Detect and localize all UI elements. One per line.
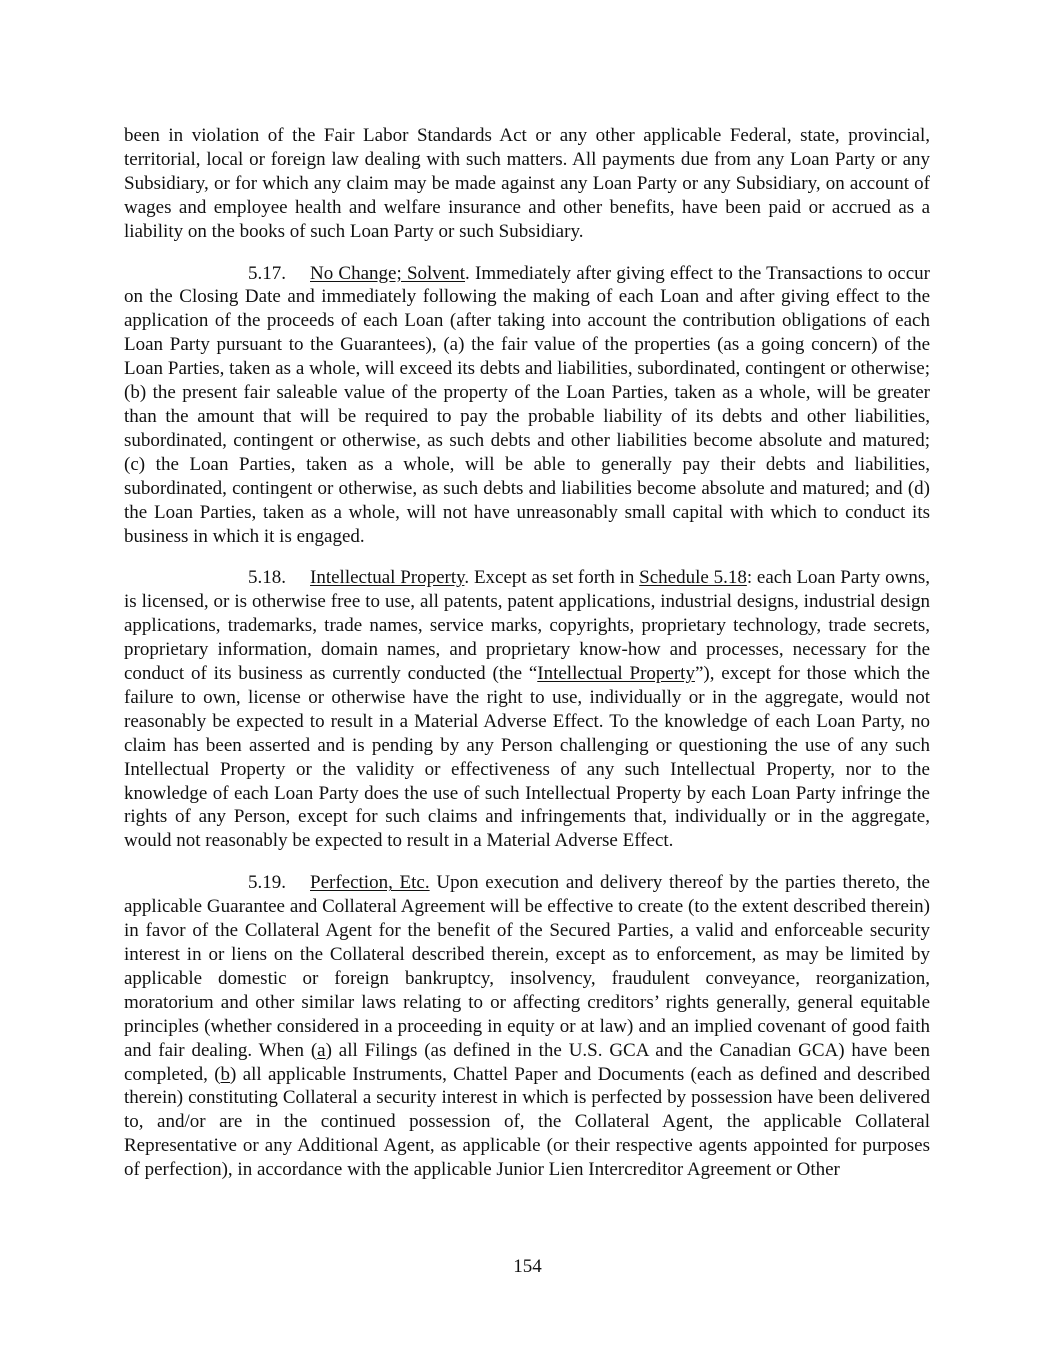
section-number: 5.17. [248, 262, 286, 284]
section-body: ”), except for those which the failure to own, license or otherwise have the right to use, individually or in the aggregate, would not reasonably be expected to result in a Material Adverse Effect. To the knowledge of each Loan Party, no claim has been asserted and is pending by any Person challenging or questioning the use of any such Intellectual Property or the validity or effectiveness of any such Intellectual Property, nor to the knowledge of each Loan Party does the use of such Intellectual Property by each Loan Party infringe the rights of any Person, except for such claims and infringements that, individually or in the aggregate, would not reasonably be expected to result in a Material Adverse Effect. [124, 663, 930, 852]
section-body: ) all Filings (as defined in the U.S. GCA and the Canadian GCA) have been completed, ( [124, 1039, 930, 1085]
section-body: . Immediately after giving effect to the Transactions to occur on the Closing Date and immediately following the making of each Loan and after giving effect to the application of the proceeds of each Loan (after taking into account the contribution obligations of each Loan Party pursuant to the Guarantees), (a) the fair value of the properties (as a going concern) of the Loan Parties, taken as a whole, will exceed its debts and liabilities, subordinated, contingent or otherwise; (b) the present fair saleable value of the property of the Loan Parties, taken as a whole, will be greater than the amount that will be required to pay the probable liability of its debts and other liabilities, subordinated, contingent or otherwise, as such debts and other liabilities become absolute and matured; (c) the Loan Parties, taken as a whole, will be able to generally pay their debts and liabilities, subordinated, contingent or otherwise, as such debts and liabilities become absolute and matured; and (d) the Loan Parties, taken as a whole, will not have unreasonably small capital with which to conduct its business in which it is engaged. [124, 262, 930, 547]
defined-term: Intellectual Property [537, 663, 695, 685]
section-body: : each Loan Party owns, is licensed, or is otherwise free to use, all patents, patent applications, industrial designs, industrial design applications, trademarks, trade names, service marks, copyrights, proprietary technology, trade secrets, proprietary information, domain names, and proprietary know-how and processes, necessary for the conduct of its business as currently conducted (the “ [124, 567, 930, 685]
page-number: 154 [513, 1256, 542, 1277]
section-body: ) all applicable Instruments, Chattel Paper and Documents (each as defined and described therein) constituting Collateral a security interest in which is perfected by possession have been delivered to, and/or are in the continued possession of, the Collateral Agent, the applicable Collateral Representative or any Additional Agent, as applicable (or their respective agents appointed for purposes of perfection), in accordance with the applicable Junior Lien Intercreditor Agreement or Other [124, 1063, 930, 1181]
document-page [124, 124, 930, 1200]
section-body: . Except as set forth in [464, 567, 640, 589]
clause-marker: b [220, 1063, 231, 1085]
continuation-paragraph: been in violation of the Fair Labor Standards Act or any other applicable Federal, state, provincial, territorial, local or foreign law dealing with such matters. All payments due from any Loan Party or any Subsidiary, or for which any claim may be made against any Loan Party or any Subsidiary, on account of wages and employee health and welfare insurance and other benefits, have been paid or accrued as a liability on the books of such Loan Party or such Subsidiary. [124, 125, 930, 242]
section-5-17 [124, 262, 930, 549]
schedule-reference: Schedule 5.18 [639, 567, 747, 589]
section-5-19 [124, 871, 930, 1182]
section-heading: Perfection, Etc. [310, 872, 430, 894]
clause-marker: a [317, 1039, 326, 1061]
section-number: 5.18. [248, 567, 286, 589]
section-number: 5.19. [248, 872, 286, 894]
section-heading: No Change; Solvent [310, 262, 466, 284]
section-body: Upon execution and delivery thereof by the parties thereto, the applicable Guarantee and Collateral Agreement will be effective to create (to the extent described therein) in favor of the Collateral Agent for the benefit of the Secured Parties, a valid and enforceable security interest in or liens on the Collateral described therein, except as to enforcement, as may be limited by applicable domestic or foreign bankruptcy, insolvency, fraudulent conveyance, reorganization, moratorium and other similar laws relating to or affecting creditors’ rights generally, general equitable principles (whether considered in a proceeding in equity or at law) and an implied covenant of good faith and fair dealing. When ( [124, 872, 930, 1061]
section-5-18 [124, 566, 930, 853]
section-heading: Intellectual Property [310, 567, 465, 589]
